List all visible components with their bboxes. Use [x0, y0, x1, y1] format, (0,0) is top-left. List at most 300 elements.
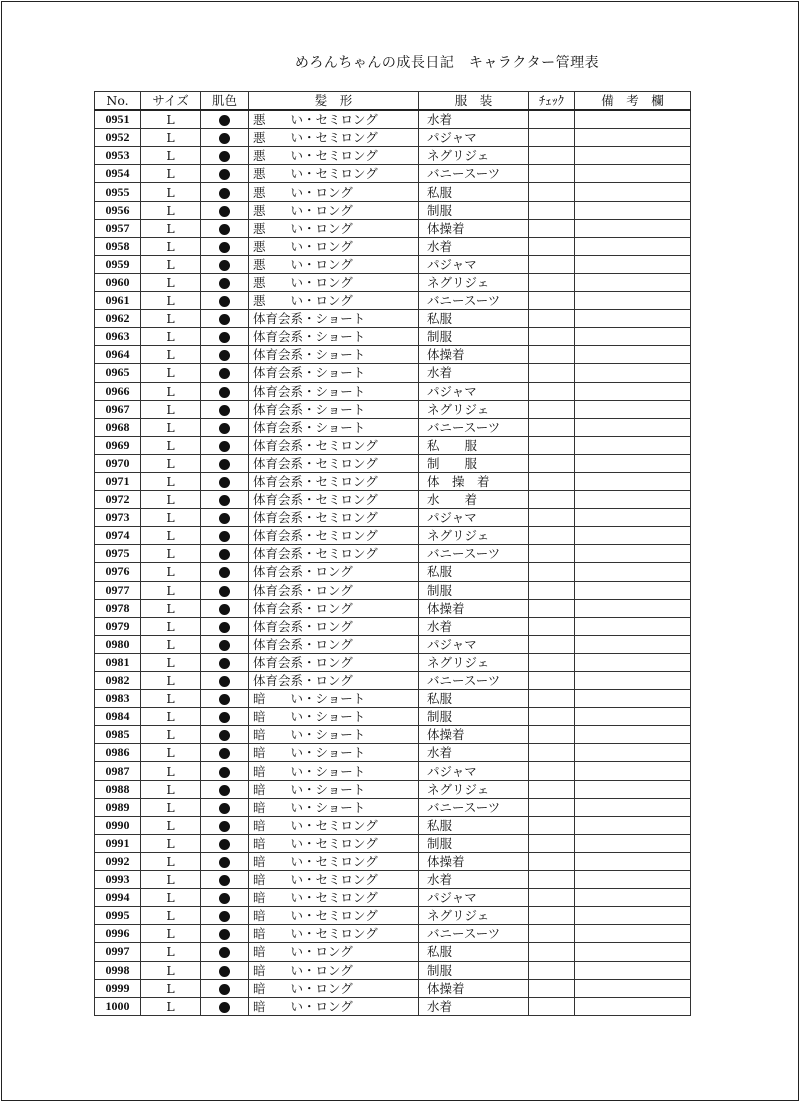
row-check-cell: [529, 400, 575, 418]
row-no: 0960: [95, 273, 141, 291]
row-no: 0959: [95, 255, 141, 273]
row-hair: 悪 い・セミロング: [249, 110, 419, 129]
table-row: [95, 491, 691, 509]
row-size: L: [141, 509, 201, 527]
row-notes-cell: [575, 907, 691, 925]
row-check-cell: [529, 744, 575, 762]
skin-color-dot-icon: [219, 875, 230, 886]
table-row: [95, 454, 691, 472]
row-clothing: バニースーツ: [419, 165, 529, 183]
row-skin: [201, 110, 249, 129]
row-skin: [201, 762, 249, 780]
row-notes-cell: [575, 581, 691, 599]
row-check-cell: [529, 472, 575, 490]
table-row: [95, 690, 691, 708]
table-row: [95, 979, 691, 997]
row-clothing: 私服: [419, 943, 529, 961]
row-no: 0999: [95, 979, 141, 997]
table-row: [95, 255, 691, 273]
row-size: L: [141, 943, 201, 961]
table-row: [95, 545, 691, 563]
table-row: [95, 726, 691, 744]
row-notes-cell: [575, 979, 691, 997]
row-clothing: 水 着: [419, 491, 529, 509]
row-hair: 暗 い・ショート: [249, 780, 419, 798]
row-notes-cell: [575, 545, 691, 563]
row-size: L: [141, 472, 201, 490]
table-row: [95, 599, 691, 617]
row-no: 0985: [95, 726, 141, 744]
row-notes-cell: [575, 509, 691, 527]
skin-color-dot-icon: [219, 188, 230, 199]
row-hair: 暗 い・ロング: [249, 961, 419, 979]
skin-color-dot-icon: [219, 694, 230, 705]
skin-color-dot-icon: [219, 477, 230, 488]
row-clothing: 水着: [419, 997, 529, 1015]
row-clothing: 体操着: [419, 599, 529, 617]
row-notes-cell: [575, 708, 691, 726]
row-hair: 悪 い・ロング: [249, 201, 419, 219]
row-no: 0954: [95, 165, 141, 183]
table-row: [95, 328, 691, 346]
row-skin: [201, 454, 249, 472]
table-row: [95, 744, 691, 762]
row-hair: 体育会系・セミロング: [249, 545, 419, 563]
row-clothing: 制服: [419, 708, 529, 726]
row-clothing: 水着: [419, 237, 529, 255]
row-skin: [201, 545, 249, 563]
row-no: 0970: [95, 454, 141, 472]
skin-color-dot-icon: [219, 260, 230, 271]
row-notes-cell: [575, 201, 691, 219]
table-row: [95, 816, 691, 834]
row-hair: 暗 い・ショート: [249, 726, 419, 744]
skin-color-dot-icon: [219, 966, 230, 977]
row-check-cell: [529, 237, 575, 255]
table-row: [95, 889, 691, 907]
row-skin: [201, 183, 249, 201]
row-hair: 悪 い・ロング: [249, 183, 419, 201]
skin-color-dot-icon: [219, 387, 230, 398]
row-notes-cell: [575, 762, 691, 780]
row-size: L: [141, 617, 201, 635]
table-header-row: [95, 92, 691, 111]
row-hair: 暗 い・セミロング: [249, 907, 419, 925]
row-size: L: [141, 273, 201, 291]
table-row: [95, 780, 691, 798]
row-no: 0982: [95, 672, 141, 690]
row-check-cell: [529, 997, 575, 1015]
row-size: L: [141, 979, 201, 997]
row-skin: [201, 852, 249, 870]
skin-color-dot-icon: [219, 151, 230, 162]
row-no: 1000: [95, 997, 141, 1015]
row-check-cell: [529, 201, 575, 219]
skin-color-dot-icon: [219, 748, 230, 759]
row-size: L: [141, 563, 201, 581]
table-row: [95, 292, 691, 310]
row-clothing: 制 服: [419, 454, 529, 472]
row-clothing: ネグリジェ: [419, 780, 529, 798]
page-title: [0, 52, 800, 72]
row-notes-cell: [575, 617, 691, 635]
table-row: [95, 310, 691, 328]
row-hair: 悪 い・ロング: [249, 255, 419, 273]
row-notes-cell: [575, 690, 691, 708]
row-no: 0975: [95, 545, 141, 563]
row-no: 0951: [95, 110, 141, 129]
row-check-cell: [529, 436, 575, 454]
row-no: 0955: [95, 183, 141, 201]
row-skin: [201, 617, 249, 635]
table-row: [95, 436, 691, 454]
row-no: 0967: [95, 400, 141, 418]
row-clothing: 水着: [419, 364, 529, 382]
row-skin: [201, 219, 249, 237]
row-no: 0976: [95, 563, 141, 581]
row-skin: [201, 581, 249, 599]
row-check-cell: [529, 545, 575, 563]
row-check-cell: [529, 726, 575, 744]
skin-color-dot-icon: [219, 314, 230, 325]
skin-color-dot-icon: [219, 278, 230, 289]
row-hair: 暗 い・セミロング: [249, 889, 419, 907]
row-hair: 暗 い・ショート: [249, 762, 419, 780]
row-size: L: [141, 201, 201, 219]
row-clothing: パジャマ: [419, 889, 529, 907]
row-notes-cell: [575, 110, 691, 129]
row-no: 0963: [95, 328, 141, 346]
row-clothing: 私服: [419, 563, 529, 581]
row-notes-cell: [575, 635, 691, 653]
row-notes-cell: [575, 382, 691, 400]
row-notes-cell: [575, 871, 691, 889]
row-skin: [201, 237, 249, 255]
row-check-cell: [529, 617, 575, 635]
row-skin: [201, 744, 249, 762]
row-size: L: [141, 581, 201, 599]
row-clothing: 私服: [419, 816, 529, 834]
row-size: L: [141, 219, 201, 237]
row-hair: 悪 い・ロング: [249, 219, 419, 237]
row-check-cell: [529, 328, 575, 346]
row-hair: 悪 い・ロング: [249, 292, 419, 310]
row-no: 0994: [95, 889, 141, 907]
row-clothing: パジャマ: [419, 762, 529, 780]
header-notes: 備 考 欄: [575, 92, 691, 111]
row-size: L: [141, 961, 201, 979]
table-row: [95, 852, 691, 870]
row-clothing: 体操着: [419, 979, 529, 997]
row-no: 0988: [95, 780, 141, 798]
row-notes-cell: [575, 165, 691, 183]
row-size: L: [141, 310, 201, 328]
row-check-cell: [529, 979, 575, 997]
row-skin: [201, 834, 249, 852]
skin-color-dot-icon: [219, 224, 230, 235]
row-no: 0997: [95, 943, 141, 961]
row-check-cell: [529, 672, 575, 690]
skin-color-dot-icon: [219, 405, 230, 416]
row-hair: 体育会系・セミロング: [249, 472, 419, 490]
row-check-cell: [529, 925, 575, 943]
row-check-cell: [529, 183, 575, 201]
row-size: L: [141, 382, 201, 400]
row-notes-cell: [575, 292, 691, 310]
row-skin: [201, 690, 249, 708]
row-skin: [201, 509, 249, 527]
row-hair: 体育会系・ショート: [249, 418, 419, 436]
row-clothing: 水着: [419, 744, 529, 762]
row-clothing: バニースーツ: [419, 672, 529, 690]
row-check-cell: [529, 165, 575, 183]
header-no: No.: [95, 92, 141, 111]
row-notes-cell: [575, 527, 691, 545]
skin-color-dot-icon: [219, 368, 230, 379]
row-size: L: [141, 418, 201, 436]
skin-color-dot-icon: [219, 206, 230, 217]
row-check-cell: [529, 635, 575, 653]
row-skin: [201, 310, 249, 328]
row-size: L: [141, 635, 201, 653]
row-no: 0987: [95, 762, 141, 780]
row-check-cell: [529, 454, 575, 472]
row-clothing: 制服: [419, 201, 529, 219]
row-check-cell: [529, 310, 575, 328]
row-notes-cell: [575, 129, 691, 147]
skin-color-dot-icon: [219, 712, 230, 723]
row-check-cell: [529, 273, 575, 291]
row-notes-cell: [575, 147, 691, 165]
table-row: [95, 201, 691, 219]
page-title-text: めろんちゃんの成長日記 キャラクター管理表: [294, 55, 600, 71]
row-hair: 暗 い・セミロング: [249, 816, 419, 834]
row-no: 0979: [95, 617, 141, 635]
row-skin: [201, 382, 249, 400]
row-no: 0971: [95, 472, 141, 490]
skin-color-dot-icon: [219, 676, 230, 687]
row-notes-cell: [575, 780, 691, 798]
skin-color-dot-icon: [219, 622, 230, 633]
table-row: [95, 997, 691, 1015]
skin-color-dot-icon: [219, 984, 230, 995]
row-no: 0972: [95, 491, 141, 509]
row-check-cell: [529, 690, 575, 708]
table-row: [95, 346, 691, 364]
row-notes-cell: [575, 183, 691, 201]
table-row: [95, 871, 691, 889]
row-notes-cell: [575, 328, 691, 346]
table-row: [95, 907, 691, 925]
row-clothing: 私服: [419, 183, 529, 201]
row-clothing: バニースーツ: [419, 418, 529, 436]
row-size: L: [141, 726, 201, 744]
table-row: [95, 110, 691, 129]
row-skin: [201, 129, 249, 147]
row-size: L: [141, 762, 201, 780]
row-notes-cell: [575, 255, 691, 273]
row-no: 0998: [95, 961, 141, 979]
character-management-table: [94, 91, 691, 1016]
skin-color-dot-icon: [219, 803, 230, 814]
row-skin: [201, 635, 249, 653]
row-size: L: [141, 110, 201, 129]
row-check-cell: [529, 816, 575, 834]
row-hair: 暗 い・ロング: [249, 979, 419, 997]
row-hair: 暗 い・ショート: [249, 744, 419, 762]
row-notes-cell: [575, 925, 691, 943]
row-hair: 体育会系・ショート: [249, 328, 419, 346]
table-row: [95, 708, 691, 726]
row-clothing: 制服: [419, 834, 529, 852]
row-hair: 体育会系・ロング: [249, 563, 419, 581]
row-check-cell: [529, 599, 575, 617]
row-notes-cell: [575, 491, 691, 509]
table-row: [95, 635, 691, 653]
table-row: [95, 925, 691, 943]
row-skin: [201, 653, 249, 671]
row-notes-cell: [575, 400, 691, 418]
row-clothing: 制服: [419, 961, 529, 979]
table-row: [95, 563, 691, 581]
row-skin: [201, 255, 249, 273]
row-size: L: [141, 852, 201, 870]
row-hair: 体育会系・ロング: [249, 635, 419, 653]
row-skin: [201, 436, 249, 454]
row-size: L: [141, 346, 201, 364]
row-check-cell: [529, 653, 575, 671]
table-row: [95, 273, 691, 291]
row-no: 0958: [95, 237, 141, 255]
table-row: [95, 798, 691, 816]
row-check-cell: [529, 219, 575, 237]
row-no: 0968: [95, 418, 141, 436]
row-notes-cell: [575, 599, 691, 617]
skin-color-dot-icon: [219, 332, 230, 343]
row-clothing: 水着: [419, 871, 529, 889]
table-row: [95, 943, 691, 961]
skin-color-dot-icon: [219, 242, 230, 253]
row-hair: 暗 い・セミロング: [249, 852, 419, 870]
skin-color-dot-icon: [219, 531, 230, 542]
skin-color-dot-icon: [219, 350, 230, 361]
row-hair: 体育会系・セミロング: [249, 509, 419, 527]
row-notes-cell: [575, 653, 691, 671]
row-skin: [201, 889, 249, 907]
skin-color-dot-icon: [219, 115, 230, 126]
row-size: L: [141, 816, 201, 834]
row-check-cell: [529, 527, 575, 545]
row-clothing: 私服: [419, 690, 529, 708]
row-check-cell: [529, 382, 575, 400]
row-skin: [201, 997, 249, 1015]
row-no: 0996: [95, 925, 141, 943]
row-clothing: ネグリジェ: [419, 400, 529, 418]
skin-color-dot-icon: [219, 495, 230, 506]
row-skin: [201, 346, 249, 364]
header-size: サイズ: [141, 92, 201, 111]
row-notes-cell: [575, 454, 691, 472]
row-no: 0995: [95, 907, 141, 925]
row-check-cell: [529, 581, 575, 599]
skin-color-dot-icon: [219, 821, 230, 832]
row-hair: 体育会系・ロング: [249, 617, 419, 635]
table-row: [95, 472, 691, 490]
row-check-cell: [529, 129, 575, 147]
table-row: [95, 382, 691, 400]
row-notes-cell: [575, 237, 691, 255]
row-notes-cell: [575, 852, 691, 870]
skin-color-dot-icon: [219, 785, 230, 796]
row-no: 0983: [95, 690, 141, 708]
row-clothing: ネグリジェ: [419, 527, 529, 545]
row-no: 0993: [95, 871, 141, 889]
table-row: [95, 617, 691, 635]
row-hair: 悪 い・ロング: [249, 273, 419, 291]
skin-color-dot-icon: [219, 730, 230, 741]
skin-color-dot-icon: [219, 767, 230, 778]
row-notes-cell: [575, 997, 691, 1015]
row-hair: 悪 い・ロング: [249, 237, 419, 255]
row-skin: [201, 599, 249, 617]
row-notes-cell: [575, 563, 691, 581]
row-clothing: 制服: [419, 581, 529, 599]
row-size: L: [141, 436, 201, 454]
row-size: L: [141, 708, 201, 726]
row-hair: 体育会系・ショート: [249, 382, 419, 400]
row-no: 0984: [95, 708, 141, 726]
skin-color-dot-icon: [219, 133, 230, 144]
row-skin: [201, 491, 249, 509]
row-clothing: バニースーツ: [419, 798, 529, 816]
row-no: 0965: [95, 364, 141, 382]
row-no: 0953: [95, 147, 141, 165]
row-hair: 体育会系・ショート: [249, 310, 419, 328]
row-hair: 暗 い・セミロング: [249, 925, 419, 943]
row-clothing: 体操着: [419, 346, 529, 364]
row-notes-cell: [575, 472, 691, 490]
row-no: 0977: [95, 581, 141, 599]
row-skin: [201, 292, 249, 310]
row-notes-cell: [575, 418, 691, 436]
row-size: L: [141, 255, 201, 273]
row-size: L: [141, 653, 201, 671]
row-hair: 体育会系・セミロング: [249, 527, 419, 545]
row-notes-cell: [575, 436, 691, 454]
header-clothing: 服 装: [419, 92, 529, 111]
skin-color-dot-icon: [219, 947, 230, 958]
table-row: [95, 400, 691, 418]
row-skin: [201, 798, 249, 816]
row-skin: [201, 147, 249, 165]
row-skin: [201, 780, 249, 798]
row-no: 0992: [95, 852, 141, 870]
row-no: 0962: [95, 310, 141, 328]
row-clothing: ネグリジェ: [419, 653, 529, 671]
row-notes-cell: [575, 816, 691, 834]
row-size: L: [141, 527, 201, 545]
row-skin: [201, 201, 249, 219]
row-no: 0991: [95, 834, 141, 852]
row-clothing: パジャマ: [419, 635, 529, 653]
row-size: L: [141, 997, 201, 1015]
row-clothing: ネグリジェ: [419, 907, 529, 925]
row-skin: [201, 961, 249, 979]
table-row: [95, 364, 691, 382]
table-row: [95, 147, 691, 165]
row-notes-cell: [575, 273, 691, 291]
row-no: 0964: [95, 346, 141, 364]
